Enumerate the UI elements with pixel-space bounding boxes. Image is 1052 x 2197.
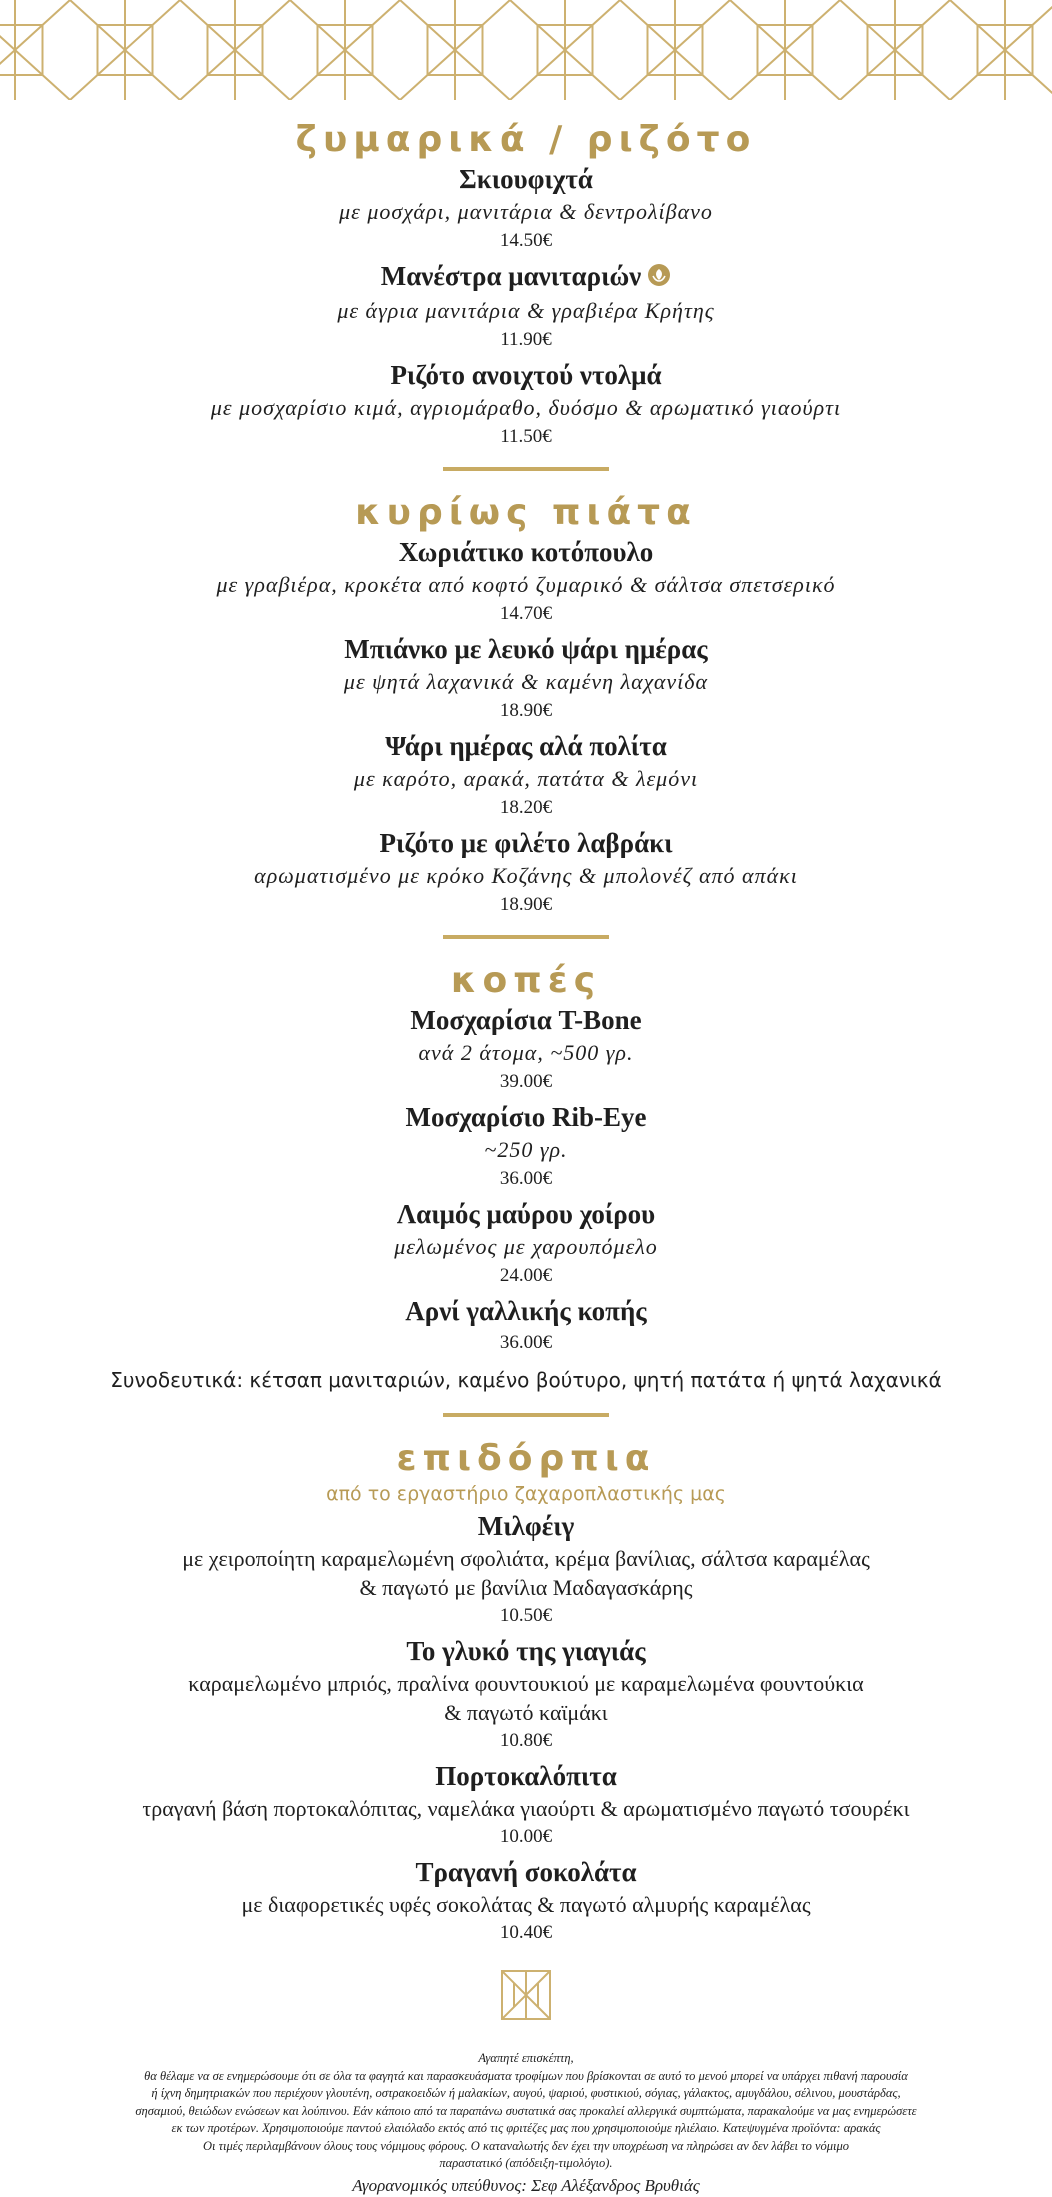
dish-name-text: Σκιουφιχτά	[459, 164, 593, 194]
menu-item	[0, 1634, 1052, 1755]
menu-item	[0, 729, 1052, 822]
section-divider	[443, 935, 609, 939]
allergen-notice	[0, 2050, 1052, 2197]
dish-name	[0, 1003, 1052, 1038]
dish-price: 39.00€	[499, 1071, 553, 1093]
dish-description: & παγωτό με βανίλια Μαδαγασκάρης	[359, 1575, 693, 1601]
section-title: κοπές	[450, 960, 602, 1002]
menu-item	[0, 259, 1052, 354]
dish-price: 10.50€	[499, 1605, 553, 1627]
menu-item	[0, 1855, 1052, 1947]
dish-name-text: Μοσχαρίσια T-Bone	[410, 1005, 642, 1036]
dish-name-text: Ψάρι ημέρας αλά πολίτα	[385, 731, 667, 762]
section-title: κυρίως πιάτα	[355, 492, 697, 534]
dish-name	[0, 826, 1052, 861]
dish-price: 14.70€	[499, 603, 553, 625]
dish-description: ~250 γρ.	[484, 1137, 568, 1163]
notice-line: σησαμιού, θειώδων ενώσεων και λούπινου. Εάν κάποιο από τα παραπάνω συστατικά σας προκαλεί αλλεργικά συμπτώματα, παρακαλούμε να μας ενημερώσετε	[135, 2103, 917, 2118]
dish-name-text: Ριζότο με φιλέτο λαβράκι	[379, 828, 673, 859]
restaurant-logo-icon	[500, 1969, 552, 2026]
dish-name-text: Το γλυκό της γιαγιάς	[406, 1636, 646, 1667]
menu-item	[0, 1003, 1052, 1096]
leaf-badge-icon	[647, 261, 671, 296]
menu-item	[0, 826, 1052, 919]
dish-name-text: Ριζότο ανοιχτού ντολμά	[390, 360, 662, 391]
decorative-pattern-header	[0, 0, 1052, 100]
dish-name-text: Αρνί γαλλικής κοπής	[405, 1296, 647, 1327]
dish-description: καραμελωμένο μπριός, πραλίνα φουντουκιού με καραμελωμένα φουντούκια	[188, 1671, 864, 1697]
dish-name-text: Χωριάτικο κοτόπουλο	[398, 537, 654, 568]
dish-name-text: Μιλφέιγ	[477, 1511, 575, 1542]
dish-description: με άγρια μανιτάρια & γραβιέρα Κρήτης	[337, 298, 715, 324]
dish-description: μελωμένος με χαρουπόμελο	[394, 1234, 658, 1260]
dish-description: με γραβιέρα, κροκέτα από κοφτό ζυμαρικό & σάλτσα σπετσερικό	[216, 572, 836, 598]
dish-price: 10.80€	[499, 1730, 553, 1752]
dish-price: 14.50€	[499, 230, 553, 251]
dish-price: 18.20€	[499, 797, 553, 819]
dish-price: 10.00€	[499, 1826, 553, 1848]
dish-price: 18.90€	[499, 894, 553, 916]
dish-price: 18.90€	[499, 700, 553, 722]
dish-description: με μοσχάρι, μανιτάρια & δεντρολίβανο	[339, 199, 713, 224]
dish-name	[0, 729, 1052, 764]
dish-name	[0, 1634, 1052, 1669]
dish-description: με μοσχαρίσιο κιμά, αγριομάραθο, δυόσμο & αρωματικό γιαούρτι	[210, 395, 842, 421]
dish-name-text: Τραγανή σοκολάτα	[415, 1857, 637, 1888]
section-title: επιδόρπια	[396, 1438, 656, 1480]
dish-name	[0, 1294, 1052, 1329]
dish-name	[0, 1100, 1052, 1135]
section-divider	[443, 1413, 609, 1417]
dish-price: 24.00€	[499, 1265, 553, 1287]
section-divider	[443, 467, 609, 471]
menu-item	[0, 1197, 1052, 1290]
dish-name-text: Πορτοκαλόπιτα	[435, 1761, 617, 1792]
dish-name-text: Λαιμός μαύρου χοίρου	[396, 1199, 656, 1230]
dish-name	[0, 632, 1052, 667]
menu-item	[0, 632, 1052, 725]
sides-note: Συνοδευτικά: κέτσαπ μανιταριών, καμένο βούτυρο, ψητή πατάτα ή ψητά λαχανικά	[110, 1368, 942, 1393]
notice-line: παραστατικό (απόδειξη-τιμολόγιο).	[439, 2156, 613, 2171]
dish-name-text: Μπιάνκο με λευκό ψάρι ημέρας	[344, 634, 708, 665]
section-subtitle: από το εργαστήριο ζαχαροπλαστικής μας	[326, 1483, 726, 1506]
dish-description: με χειροποίητη καραμελωμένη σφολιάτα, κρέμα βανίλιας, σάλτσα καραμέλας	[182, 1546, 870, 1572]
menu-item	[0, 1294, 1052, 1357]
notice-line: εκ των προτέρων. Χρησιμοποιούμε παντού ελαιόλαδο εκτός από τις φριτέζες μας που χρησιμοποιούμε ηλιέλαιο. Κατεψυγμένα προϊόντα: αρακάς	[171, 2121, 881, 2136]
notice-line: Οι τιμές περιλαμβάνουν όλους τους νόμιμους φόρους. Ο καταναλωτής δεν έχει την υποχρέωση να πληρώσει αν δεν λάβει το νόμιμο	[202, 2138, 850, 2153]
menu-content	[0, 118, 1052, 2197]
dish-price: 11.90€	[500, 329, 552, 351]
dish-price: 11.50€	[500, 426, 552, 448]
dish-name	[0, 162, 1052, 197]
menu-item	[0, 162, 1052, 255]
dish-description: ανά 2 άτομα, ~500 γρ.	[418, 1040, 634, 1066]
dish-name	[0, 535, 1052, 570]
section-title: ζυμαρικά / ριζότο	[295, 119, 757, 160]
menu-item	[0, 358, 1052, 451]
dish-name	[0, 1509, 1052, 1544]
dish-description: με ψητά λαχανικά & καμένη λαχανίδα	[343, 669, 709, 695]
notice-line: ή ίχνη δημητριακών που περιέχουν γλουτένη, οστρακοειδών ή μαλακίων, αυγού, ψαριού, φυστικιού, σόγιας, γάλακτος, αμυγδάλου, σέλινου, μουστάρδας,	[151, 2086, 901, 2101]
menu-item	[0, 1509, 1052, 1630]
dish-description: με καρότο, αρακά, πατάτα & λεμόνι	[353, 766, 699, 792]
dish-description: αρωματισμένο με κρόκο Κοζάνης & μπολονέζ από απάκι	[254, 863, 798, 889]
dish-price: 36.00€	[499, 1332, 553, 1354]
dish-name	[0, 1759, 1052, 1794]
dish-price: 36.00€	[499, 1168, 553, 1190]
dish-description: με διαφορετικές υφές σοκολάτας & παγωτό αλμυρής καραμέλας	[241, 1892, 811, 1918]
notice-line: θα θέλαμε να σε ενημερώσουμε ότι σε όλα τα φαγητά και παρασκευάσματα τροφίμων που βρίσκονται σε αυτό το μενού μπορεί να υπάρχει πιθανή παρουσία	[144, 2068, 908, 2083]
dish-name	[0, 1197, 1052, 1232]
notice-line: Αγαπητέ επισκέπτη,	[478, 2051, 574, 2066]
market-manager: Αγορανομικός υπεύθυνος: Σεφ Αλέξανδρος Βρυθιάς	[352, 2175, 700, 2195]
menu-item	[0, 1759, 1052, 1851]
dish-name	[0, 358, 1052, 393]
menu-item	[0, 535, 1052, 628]
dish-description: & παγωτό καϊμάκι	[444, 1700, 608, 1726]
dish-description: τραγανή βάση πορτοκαλόπιτας, ναμελάκα γιαούρτι & αρωματισμένο παγωτό τσουρέκι	[142, 1796, 910, 1822]
dish-price: 10.40€	[499, 1922, 553, 1944]
dish-name	[0, 1855, 1052, 1890]
dish-name-text: Μανέστρα μανιταριών	[380, 261, 642, 291]
dish-name-text: Μοσχαρίσιο Rib-Eye	[405, 1102, 647, 1133]
menu-item	[0, 1100, 1052, 1193]
dish-name	[0, 259, 1052, 296]
